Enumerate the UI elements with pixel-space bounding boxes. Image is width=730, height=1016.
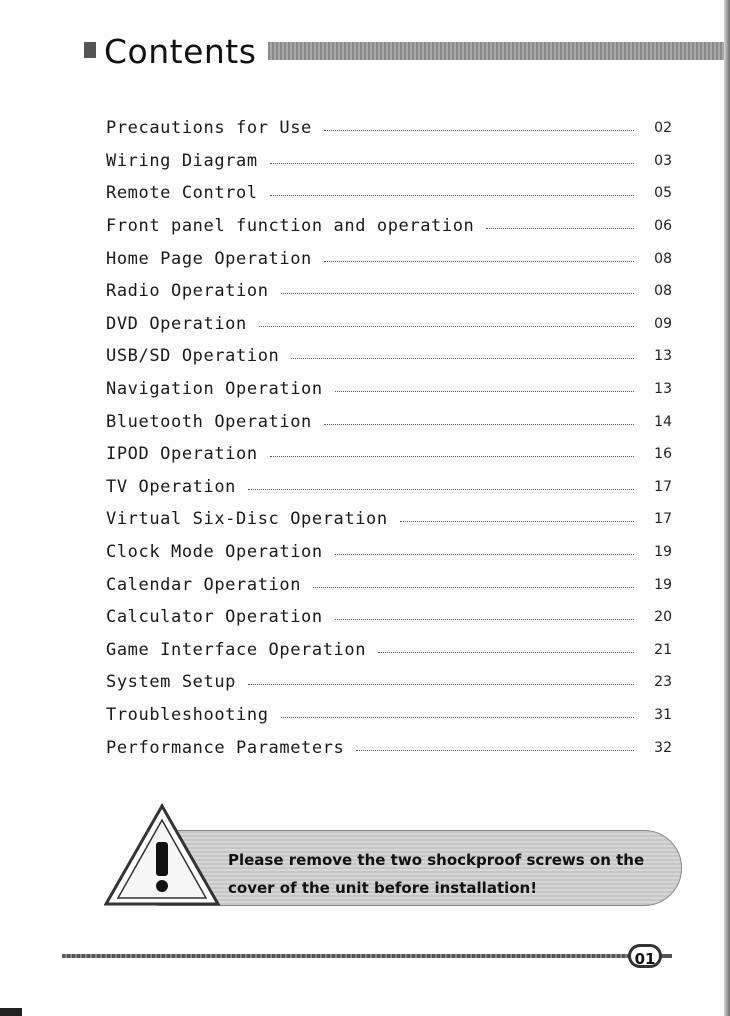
- toc-entry: [106, 112, 672, 145]
- toc-leader-dots: [259, 325, 634, 327]
- warning-triangle-icon: [104, 800, 224, 910]
- toc-entry-page: 08: [654, 283, 672, 300]
- toc-entry-title: Calculator Operation: [106, 607, 323, 628]
- toc-leader-dots: [324, 260, 634, 262]
- toc-entry-page: 19: [654, 544, 672, 561]
- toc-entry-title: Remote Control: [106, 183, 258, 204]
- toc-leader-dots: [281, 716, 634, 718]
- toc-entry-title: Front panel function and operation: [106, 216, 475, 237]
- toc-entry-page: 21: [654, 641, 672, 658]
- toc-leader-dots: [291, 357, 634, 359]
- toc-entry-title: Home Page Operation: [106, 248, 312, 269]
- toc-entry-page: 09: [654, 315, 672, 332]
- warning-line-2: cover of the unit before installation!: [228, 879, 538, 897]
- toc-leader-dots: [313, 586, 634, 588]
- toc-entry-title: Game Interface Operation: [106, 639, 367, 660]
- toc-entry: [106, 438, 672, 471]
- toc-leader-dots: [248, 683, 634, 685]
- toc-entry-page: 19: [654, 576, 672, 593]
- warning-line-1: Please remove the two shockproof screws on the: [228, 851, 645, 869]
- toc-entry: [106, 731, 672, 764]
- toc-entry-title: Virtual Six-Disc Operation: [106, 509, 388, 530]
- toc-entry: [106, 601, 672, 634]
- toc-entry-page: 08: [654, 250, 672, 267]
- toc-entry: [106, 666, 672, 699]
- toc-leader-dots: [270, 455, 634, 457]
- toc-leader-dots: [400, 520, 634, 522]
- toc-leader-dots: [281, 292, 634, 294]
- toc-entry: [106, 275, 672, 308]
- toc-entry-page: 13: [654, 348, 672, 365]
- toc-leader-dots: [324, 129, 634, 131]
- toc-entry: [106, 405, 672, 438]
- toc-leader-dots: [248, 488, 634, 490]
- toc-entry-title: Calendar Operation: [106, 574, 302, 595]
- warning-text: [228, 846, 648, 902]
- toc-entry: [106, 634, 672, 667]
- toc-entry-page: 17: [654, 511, 672, 528]
- toc-entry-title: Precautions for Use: [106, 118, 312, 139]
- page-number: 01: [628, 944, 662, 968]
- contents-header: [84, 32, 724, 72]
- warning-notice: [104, 800, 684, 910]
- toc-entry-page: 31: [654, 706, 672, 723]
- toc-entry-title: DVD Operation: [106, 313, 247, 334]
- toc-entry-title: USB/SD Operation: [106, 346, 280, 367]
- toc-entry: [106, 308, 672, 341]
- toc-entry-page: 06: [654, 218, 672, 235]
- toc-leader-dots: [270, 162, 634, 164]
- toc-entry-title: TV Operation: [106, 476, 237, 497]
- toc-entry: [106, 699, 672, 732]
- toc-entry-title: Performance Parameters: [106, 737, 345, 758]
- toc-entry: [106, 340, 672, 373]
- toc-entry: [106, 373, 672, 406]
- toc-leader-dots: [335, 618, 634, 620]
- toc-leader-dots: [356, 749, 634, 751]
- toc-entry-page: 20: [654, 609, 672, 626]
- toc-leader-dots: [270, 194, 634, 196]
- toc-entry-title: Wiring Diagram: [106, 150, 258, 171]
- toc-entry-page: 14: [654, 413, 672, 430]
- toc-entry: [106, 568, 672, 601]
- toc-entry: [106, 242, 672, 275]
- toc-leader-dots: [324, 423, 634, 425]
- toc-entry-title: Clock Mode Operation: [106, 542, 323, 563]
- toc-entry-title: System Setup: [106, 672, 237, 693]
- toc-entry: [106, 210, 672, 243]
- toc-entry-title: IPOD Operation: [106, 444, 258, 465]
- toc-entry: [106, 145, 672, 178]
- page-edge-shadow: [724, 0, 730, 1016]
- toc-entry-page: 16: [654, 446, 672, 463]
- header-bar: [268, 42, 724, 60]
- toc-entry: [106, 471, 672, 504]
- toc-entry-title: Troubleshooting: [106, 704, 269, 725]
- toc-leader-dots: [335, 390, 634, 392]
- toc-entry-page: 17: [654, 478, 672, 495]
- page-title: Contents: [104, 32, 257, 71]
- toc-entry: [106, 177, 672, 210]
- toc-entry-page: 03: [654, 152, 672, 169]
- toc-entry-page: 02: [654, 120, 672, 137]
- toc-leader-dots: [378, 651, 634, 653]
- toc-entry-page: 05: [654, 185, 672, 202]
- toc-entry: [106, 503, 672, 536]
- toc-entry: [106, 536, 672, 569]
- header-bullet-icon: [84, 42, 96, 58]
- footer-rule: [62, 954, 630, 958]
- toc-entry-page: 13: [654, 381, 672, 398]
- toc-entry-page: 23: [654, 674, 672, 691]
- toc-entry-title: Bluetooth Operation: [106, 411, 312, 432]
- toc-entry-page: 32: [654, 739, 672, 756]
- toc-leader-dots: [486, 227, 634, 229]
- toc-entry-title: Radio Operation: [106, 281, 269, 302]
- corner-mark: [0, 1008, 22, 1016]
- toc-entry-title: Navigation Operation: [106, 379, 323, 400]
- table-of-contents: [106, 112, 672, 764]
- toc-leader-dots: [335, 553, 634, 555]
